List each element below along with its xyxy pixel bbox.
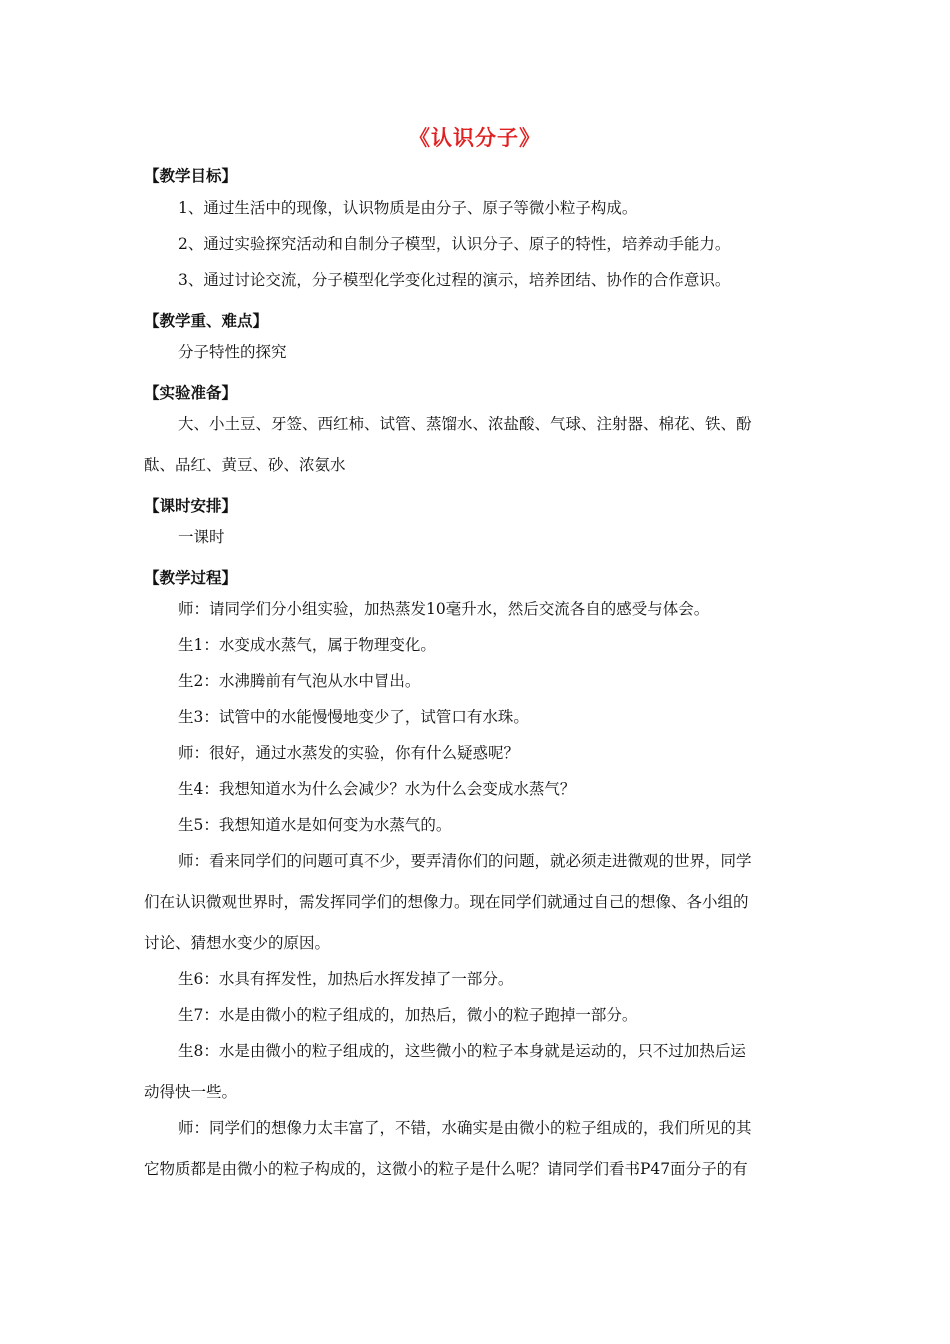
materials-line-1: 大、小土豆、牙签、西红柿、试管、蒸馏水、浓盐酸、气球、注射器、棉花、铁、酚: [178, 415, 752, 433]
process-line-2: 生1：水变成水蒸气，属于物理变化。: [178, 636, 436, 654]
heading-materials: 【实验准备】: [144, 384, 238, 402]
document-title: 《认识分子》: [409, 126, 541, 150]
process-line-4: 生3：试管中的水能慢慢地变少了，试管口有水珠。: [178, 708, 529, 726]
heading-schedule: 【课时安排】: [144, 497, 238, 515]
process-line-1: 师：请同学们分小组实验，加热蒸发10毫升水，然后交流各自的感受与体会。: [178, 600, 710, 618]
process-line-13: 生8：水是由微小的粒子组成的，这些微小的粒子本身就是运动的，只不过加热后运: [178, 1042, 746, 1060]
key-points-text: 分子特性的探究: [178, 343, 287, 361]
process-line-12: 生7：水是由微小的粒子组成的，加热后，微小的粒子跑掉一部分。: [178, 1006, 638, 1024]
process-line-6: 生4：我想知道水为什么会减少？水为什么会变成水蒸气？: [178, 780, 576, 798]
heading-process: 【教学过程】: [144, 569, 238, 587]
heading-key-points: 【教学重、难点】: [144, 312, 269, 330]
process-line-8: 师：看来同学们的问题可真不少，要弄清你们的问题，就必须走进微观的世界，同学: [178, 852, 752, 870]
process-line-9: 们在认识微观世界时，需发挥同学们的想像力。现在同学们就通过自己的想像、各小组的: [144, 893, 749, 911]
process-line-5: 师：很好，通过水蒸发的实验，你有什么疑惑呢？: [178, 744, 520, 762]
process-line-11: 生6：水具有挥发性，加热后水挥发掉了一部分。: [178, 970, 514, 988]
process-line-15: 师：同学们的想像力太丰富了，不错，水确实是由微小的粒子组成的，我们所见的其: [178, 1119, 752, 1137]
materials-line-2: 酞、品红、黄豆、砂、浓氨水: [144, 456, 346, 474]
objective-item-2: 2、通过实验探究活动和自制分子模型，认识分子、原子的特性，培养动手能力。: [178, 235, 731, 253]
process-line-7: 生5：我想知道水是如何变为水蒸气的。: [178, 816, 452, 834]
process-line-14: 动得快一些。: [144, 1083, 238, 1101]
objective-item-3: 3、通过讨论交流，分子模型化学变化过程的演示，培养团结、协作的合作意识。: [178, 271, 731, 289]
objective-item-1: 1、通过生活中的现像，认识物质是由分子、原子等微小粒子构成。: [178, 199, 638, 217]
process-line-16: 它物质都是由微小的粒子构成的，这微小的粒子是什么呢？请同学们看书P47面分子的有: [144, 1160, 748, 1178]
schedule-text: 一课时: [178, 528, 225, 546]
process-line-10: 讨论、猜想水变少的原因。: [144, 934, 331, 952]
heading-objectives: 【教学目标】: [144, 167, 238, 185]
process-line-3: 生2：水沸腾前有气泡从水中冒出。: [178, 672, 421, 690]
